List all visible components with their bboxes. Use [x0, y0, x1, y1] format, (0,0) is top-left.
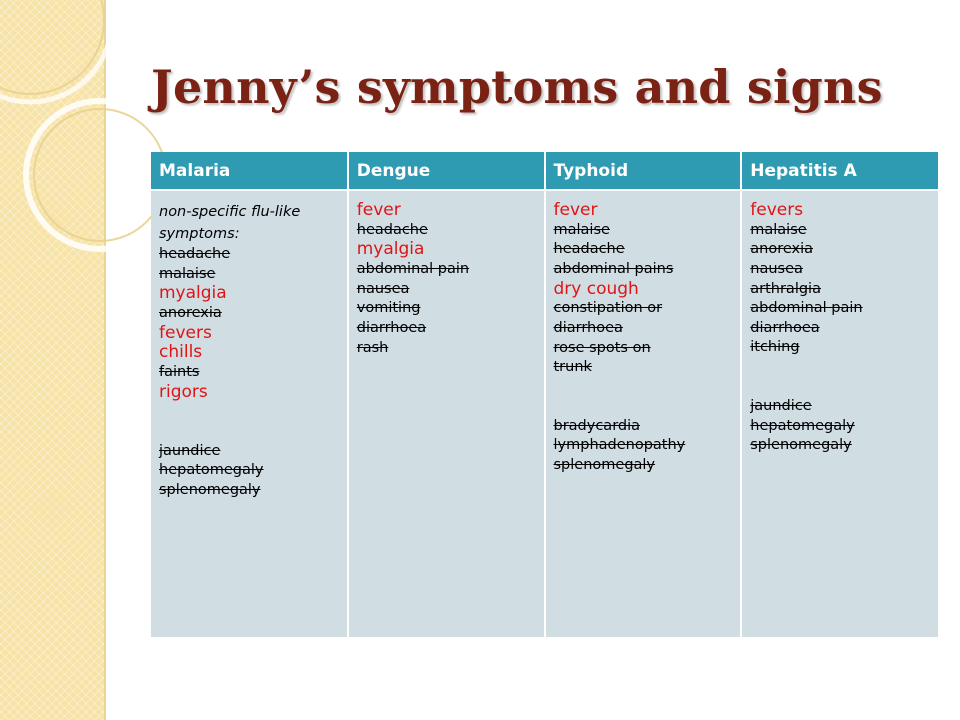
symptom-item: hepatomegaly — [159, 462, 264, 479]
cell-typhoid-symptoms — [545, 190, 742, 637]
header-dengue: Dengue — [348, 152, 545, 190]
symptom-item: headache — [159, 246, 231, 262]
symptom-item: rigors — [159, 381, 208, 402]
symptom-item: arthralgia — [750, 280, 821, 297]
symptom-item: lymphadenopathy — [553, 437, 686, 454]
symptom-item: vomiting — [356, 300, 421, 317]
symptom-item: malaise — [159, 265, 216, 282]
symptom-item: jaundice — [159, 442, 221, 459]
symptom-item: nausea — [750, 260, 803, 277]
symptom-item: jaundice — [750, 397, 812, 414]
list-spacer — [159, 403, 339, 442]
symptom-item: abdominal pain — [750, 300, 863, 317]
header-hepatitis-a: Hepatitis A — [741, 152, 938, 190]
symptom-item: rose spots on — [553, 339, 651, 356]
symptom-item: rash — [356, 339, 389, 356]
symptom-item: anorexia — [750, 241, 814, 258]
symptom-item: itching — [750, 339, 800, 356]
cell-dengue-symptoms — [348, 190, 545, 637]
symptom-item: malaise — [750, 221, 807, 238]
symptom-item: bradycardia — [553, 417, 641, 434]
table-row — [151, 190, 938, 637]
symptom-item: fevers — [159, 322, 212, 343]
symptom-item: diarrhoea — [553, 319, 623, 336]
symptom-item: nausea — [356, 280, 410, 297]
symptom-item: fevers — [750, 200, 804, 220]
list-spacer — [750, 358, 930, 397]
symptom-item: headache — [356, 221, 428, 238]
symptom-item: abdominal pains — [553, 260, 674, 277]
cell-hepatitis-a-symptoms — [741, 190, 938, 637]
symptom-item: anorexia — [159, 304, 222, 321]
symptom-item: splenomegaly — [750, 437, 852, 454]
symptom-item: splenomegaly — [553, 456, 656, 473]
symptom-item: hepatomegaly — [750, 417, 855, 434]
table-header-row — [151, 152, 938, 190]
symptom-item: constipation or — [553, 300, 663, 317]
symptom-item: headache — [553, 241, 625, 258]
symptom-item: dry cough — [553, 278, 639, 299]
cell-malaria-symptoms — [151, 190, 348, 637]
symptom-item: diarrhoea — [750, 319, 820, 336]
symptom-item: myalgia — [159, 283, 227, 304]
symptom-item: faints — [159, 364, 200, 381]
symptoms-table — [151, 152, 938, 637]
list-spacer — [554, 378, 733, 417]
header-malaria: Malaria — [151, 152, 348, 190]
symptom-item: trunk — [553, 359, 592, 376]
symptom-item: diarrhoea — [356, 319, 427, 336]
symptom-item: abdominal pain — [356, 261, 470, 278]
symptom-item: fever — [553, 200, 598, 220]
symptom-item: myalgia — [356, 239, 425, 260]
slide-title: Jenny’s symptoms and signs — [151, 60, 883, 114]
symptom-item: chills — [159, 342, 203, 363]
symptom-item: non-specific flu-like symptoms: — [159, 204, 301, 242]
symptom-item: splenomegaly — [159, 481, 261, 498]
symptom-item: malaise — [553, 221, 610, 238]
symptom-item: fever — [356, 200, 401, 220]
header-typhoid: Typhoid — [545, 152, 742, 190]
